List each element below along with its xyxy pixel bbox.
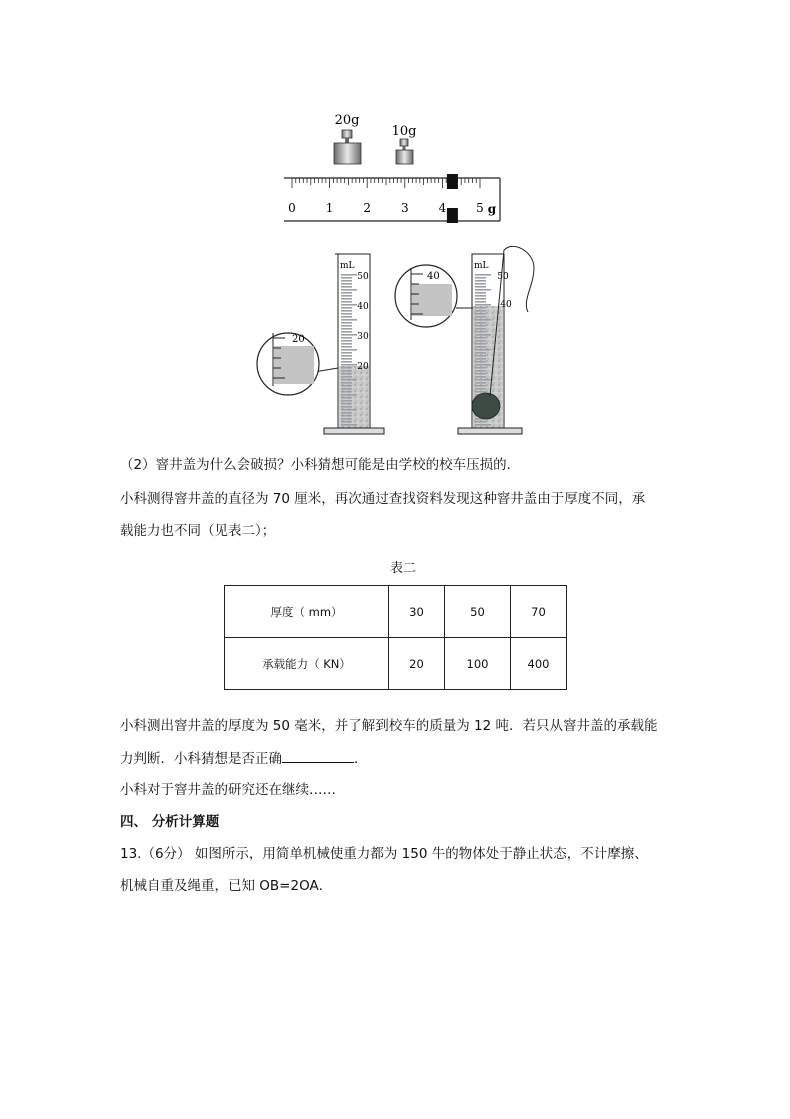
- graduation-tick: [341, 310, 352, 312]
- paragraph-1-line-1: 小科测得窨井盖的直径为 70 厘米，再次通过查找资料发现这种窨井盖由于厚度不同，承: [120, 491, 646, 507]
- section-4-heading: 四、 分析计算题: [120, 814, 220, 830]
- cylinder-left-zoom-value: 20: [292, 334, 305, 345]
- graduation-tick: [341, 331, 352, 333]
- paragraph-2-line-2: [120, 748, 368, 769]
- graduation-tick: [341, 316, 352, 318]
- scale-tick-label: 2: [363, 201, 372, 215]
- graduation-tick: [475, 328, 486, 330]
- graduation-tick: [341, 364, 357, 366]
- graduation-tick: [341, 373, 352, 375]
- graduation-tick: [475, 325, 486, 327]
- table-cell: 30: [389, 586, 445, 638]
- scale-tick-label: 5: [476, 201, 484, 215]
- graduation-tick: [341, 301, 352, 303]
- graduation-tick: [341, 406, 352, 408]
- table-cell: 70: [511, 586, 567, 638]
- graduation-tick: [475, 295, 486, 297]
- stone-object: [472, 393, 500, 419]
- question-13-line-1: 13.（6分） 如图所示，用简单机械使重力都为 150 牛的物体处于静止状态，不计摩擦、: [120, 846, 648, 862]
- scale-rider-top: [447, 174, 458, 189]
- cylinder-right-unit: mL: [474, 261, 489, 271]
- graduation-tick: [341, 307, 352, 309]
- graduation-tick: [475, 280, 486, 282]
- graduation-tick: [341, 352, 352, 354]
- graduation-tick: [475, 346, 486, 348]
- scale-tick-label: 3: [400, 201, 409, 215]
- weight-20g: [334, 113, 361, 164]
- graduation-tick: [475, 337, 486, 339]
- graduation-tick: [341, 295, 352, 297]
- cylinder-right-magnifier: [395, 265, 473, 327]
- table-cell-label: 承载能力（ KN）: [225, 638, 389, 690]
- graduation-tick: [341, 421, 352, 423]
- balance-scale-figure: [270, 108, 520, 223]
- table-cell: 100: [445, 638, 511, 690]
- table-row: [225, 586, 567, 638]
- graduation-tick: [475, 283, 486, 285]
- graduation-tick: [341, 367, 352, 369]
- graduation-tick: [475, 421, 486, 423]
- graduation-tick: [475, 358, 486, 360]
- graduation-tick: [475, 289, 491, 291]
- graduation-tick: [341, 274, 357, 276]
- question-2-text: （2）窨井盖为什么会破损？小科猜想可能是由学校的校车压损的．: [120, 457, 521, 473]
- cylinder-right-zoom-value: 40: [427, 271, 440, 282]
- cylinder-left-mark-40: 40: [357, 302, 369, 312]
- paragraph-2-line-2-suffix: ．: [354, 751, 368, 767]
- paragraph-1-line-2: 载能力也不同（见表二）；: [120, 523, 276, 539]
- graduation-tick: [341, 376, 352, 378]
- graduation-tick: [475, 331, 486, 333]
- graduation-tick: [341, 415, 352, 417]
- graduation-tick: [341, 304, 357, 306]
- graduation-tick: [341, 325, 352, 327]
- cylinder-right: [458, 246, 534, 434]
- graduation-tick: [475, 349, 491, 351]
- graduation-tick: [475, 286, 486, 288]
- graduation-tick: [475, 388, 486, 390]
- graduation-tick: [475, 274, 491, 276]
- answer-blank[interactable]: [282, 748, 354, 763]
- paragraph-2-line-2-prefix: 力判断．小科猜想是否正确: [120, 751, 282, 767]
- graduation-tick: [341, 394, 357, 396]
- graduation-tick: [341, 370, 352, 372]
- cylinder-left-mark-20: 20: [357, 362, 369, 372]
- graduation-tick: [475, 364, 491, 366]
- graduation-tick: [341, 328, 352, 330]
- graduation-tick: [475, 298, 486, 300]
- graduation-tick: [341, 340, 352, 342]
- graduation-tick: [341, 337, 352, 339]
- graduation-tick: [475, 310, 486, 312]
- weight-10g: [392, 124, 417, 164]
- table-2-title: 表二: [390, 561, 417, 576]
- graduation-tick: [475, 376, 486, 378]
- graduation-tick: [341, 382, 352, 384]
- cylinder-left-mark-30: 30: [357, 332, 369, 342]
- graduation-tick: [341, 349, 357, 351]
- graduation-tick: [475, 385, 486, 387]
- paragraph-3: 小科对于窨井盖的研究还在继续……: [120, 782, 336, 798]
- graduation-tick: [341, 289, 357, 291]
- graduation-tick: [341, 298, 352, 300]
- table-row: [225, 638, 567, 690]
- graduation-tick: [341, 322, 352, 324]
- graduated-cylinders-figure: [252, 246, 552, 440]
- weight-20g-label: 20g: [334, 113, 360, 128]
- graduation-tick: [341, 277, 352, 279]
- graduation-tick: [341, 283, 352, 285]
- graduation-tick: [341, 388, 352, 390]
- cylinder-right-mark-50: 50: [497, 272, 509, 282]
- cylinder-right-mark-40: 40: [500, 300, 512, 310]
- graduation-tick: [475, 373, 486, 375]
- graduation-tick: [341, 403, 352, 405]
- cylinder-left-unit: mL: [340, 261, 355, 271]
- graduation-tick: [475, 277, 486, 279]
- cylinder-left-magnifier: [257, 333, 338, 395]
- graduation-tick: [341, 412, 352, 414]
- table-cell: 400: [511, 638, 567, 690]
- table-cell: 20: [389, 638, 445, 690]
- cylinder-left-mark-50: 50: [357, 272, 369, 282]
- graduation-tick: [475, 307, 486, 309]
- graduation-tick: [341, 361, 352, 363]
- table-2: [224, 585, 567, 690]
- graduation-tick: [341, 355, 352, 357]
- graduation-tick: [341, 397, 352, 399]
- graduation-tick: [475, 316, 486, 318]
- graduation-tick: [475, 379, 491, 381]
- graduation-tick: [475, 367, 486, 369]
- graduation-tick: [341, 343, 352, 345]
- graduation-tick: [475, 361, 486, 363]
- scale-tick-label: 0: [288, 201, 296, 215]
- graduation-tick: [341, 400, 352, 402]
- graduation-tick: [341, 280, 352, 282]
- rider-scale: [284, 174, 500, 223]
- graduation-tick: [341, 391, 352, 393]
- graduation-tick: [475, 370, 486, 372]
- graduation-tick: [475, 319, 491, 321]
- graduation-tick: [475, 340, 486, 342]
- graduation-tick: [475, 382, 486, 384]
- graduation-tick: [475, 355, 486, 357]
- graduation-tick: [475, 301, 486, 303]
- graduation-tick: [341, 292, 352, 294]
- graduation-tick: [341, 409, 357, 411]
- graduation-tick: [475, 304, 491, 306]
- graduation-tick: [475, 292, 486, 294]
- graduation-tick: [341, 418, 352, 420]
- graduation-tick: [341, 358, 352, 360]
- graduation-tick: [475, 313, 486, 315]
- graduation-tick: [341, 346, 352, 348]
- scale-rider-bottom: [447, 208, 458, 223]
- scale-unit-label: g: [487, 202, 497, 216]
- paragraph-2-line-1: 小科测出窨井盖的厚度为 50 毫米，并了解到校车的质量为 12 吨．若只从窨井盖的承载能: [120, 718, 658, 734]
- cylinder-left: [324, 254, 384, 434]
- table-cell: 50: [445, 586, 511, 638]
- graduation-tick: [341, 313, 352, 315]
- scale-tick-label: 4: [438, 201, 447, 215]
- graduation-tick: [475, 334, 491, 336]
- graduation-tick: [475, 352, 486, 354]
- graduation-tick: [341, 424, 357, 426]
- table-cell-label: 厚度（ mm）: [225, 586, 389, 638]
- graduation-tick: [341, 319, 357, 321]
- graduation-tick: [341, 385, 352, 387]
- scale-tick-label: 1: [325, 201, 334, 215]
- question-13-line-2: 机械自重及绳重，已知 OB=2OA．: [120, 878, 333, 894]
- graduation-tick: [475, 391, 486, 393]
- graduation-tick: [341, 379, 357, 381]
- graduation-tick: [475, 343, 486, 345]
- graduation-tick: [475, 322, 486, 324]
- graduation-tick: [341, 334, 357, 336]
- weight-10g-label: 10g: [391, 124, 417, 139]
- graduation-tick: [341, 286, 352, 288]
- graduation-tick: [475, 424, 491, 426]
